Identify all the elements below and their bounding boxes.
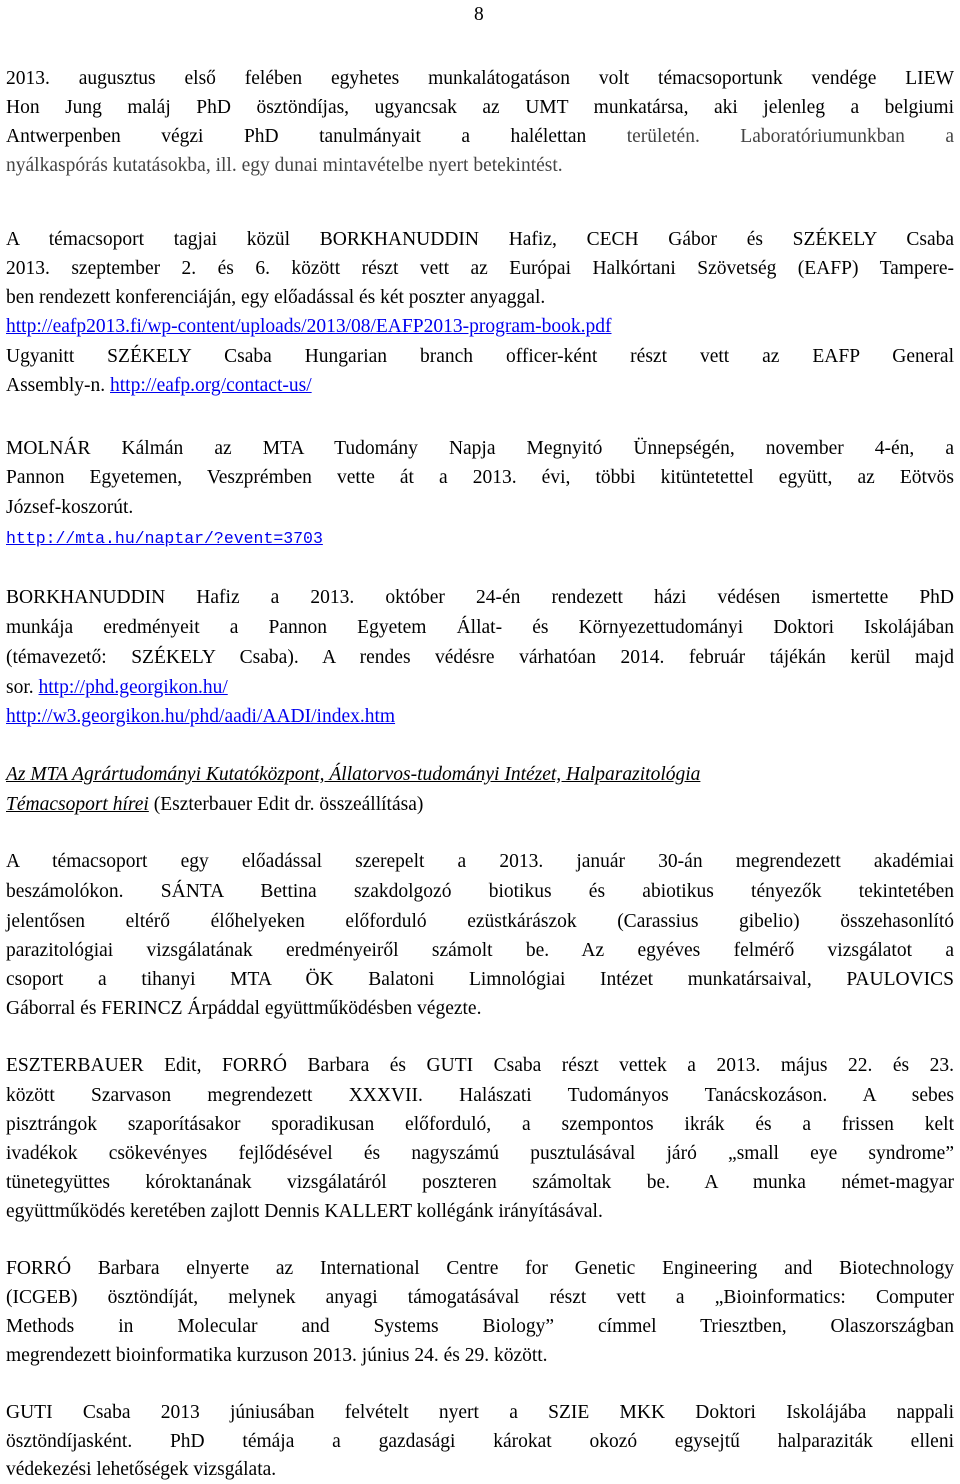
p2-line5: Ugyanitt SZÉKELY Csaba Hungarian branch officer-ként részt vett az EAFP General bbox=[6, 346, 954, 367]
p1-line3-a: Antwerpenben végzi PhD tanulmányait a halélettan bbox=[6, 126, 587, 147]
p3-line2: Pannon Egyetemen, Veszprémben vette át a 2013. évi, többi kitüntetettel együtt, az Eötvös bbox=[6, 467, 954, 488]
p6-line1: ESZTERBAUER Edit, FORRÓ Barbara és GUTI Csaba részt vettek a 2013. május 22. és 23. bbox=[6, 1055, 954, 1076]
p7-line1: FORRÓ Barbara elnyerte az International Centre for Genetic Engineering and Biotechnology bbox=[6, 1258, 954, 1279]
p1-line4-b: egy dunai mintavételbe nyert betekintést. bbox=[241, 155, 563, 176]
p4-line5 bbox=[6, 702, 395, 731]
p2-line6-text: Assembly-n. bbox=[6, 375, 106, 396]
p5-line4: parazitológiai vizsgálatának eredményeiről számolt be. Az egyéves felmérő vizsgálatot a bbox=[6, 940, 954, 961]
p7-line2: (ICGEB) ösztöndíját, melynek anyagi támogatásával részt vett a „Bioinformatics: Computer bbox=[6, 1287, 954, 1308]
p6-line3: pisztrángok szaporításakor sporadikusan előforduló, a szempontos ikrák és a frissen kelt bbox=[6, 1114, 954, 1135]
aadi-index-link[interactable]: http://w3.georgikon.hu/phd/aadi/AADI/index.htm bbox=[6, 706, 396, 727]
p4-line1: BORKHANUDDIN Hafiz a 2013. október 24-én rendezett házi védésen ismertette PhD bbox=[6, 587, 954, 608]
p7-line3: Methods in Molecular and Systems Biology” címmel Triesztben, Olaszországban bbox=[6, 1316, 954, 1337]
eafp-contact-link[interactable]: http://eafp.org/contact-us/ bbox=[110, 375, 312, 396]
p2-line1: A témacsoport tagjai közül BORKHANUDDIN Hafiz, CECH Gábor és SZÉKELY Csaba bbox=[6, 229, 954, 250]
phd-georgikon-link[interactable]: http://phd.georgikon.hu/ bbox=[38, 677, 228, 698]
p8-line3: védekezési lehetőségek vizsgálata. bbox=[6, 1459, 277, 1480]
p6-line4: ivadékok csökevényes fejlődésével és nagyszámú pusztulásával járó „small eye syndrome” bbox=[6, 1143, 954, 1164]
p4-line2: munkája eredményeit a Pannon Egyetem Állat- és Környezettudományi Doktori Iskolájában bbox=[6, 617, 954, 638]
p1-line4-a: nyálkaspórás kutatásokba, ill. bbox=[6, 155, 237, 176]
p4-line3: (témavezető: SZÉKELY Csaba). A rendes védésre várhatóan 2014. február tájékán kerül majd bbox=[6, 647, 954, 668]
section-title-italic: Témacsoport hírei bbox=[6, 794, 149, 815]
p1-line3 bbox=[6, 122, 954, 151]
p6-line6: együttműködés keretében zajlott Dennis KALLERT kollégánk irányításával. bbox=[6, 1201, 603, 1222]
p5-line3: jelentősen eltérő élőhelyeken előforduló ezüstkárászok (Carassius gibelio) összehasonlító bbox=[6, 911, 954, 932]
p2-line2: 2013. szeptember 2. és 6. között részt vett az Európai Halkórtani Szövetség (EAFP) Tampere- bbox=[6, 258, 954, 279]
section-title-line1: Az MTA Agrártudományi Kutatóközpont, Állatorvos-tudományi Intézet, Halparazitológia bbox=[6, 764, 701, 785]
p4-line4-text: sor. bbox=[6, 677, 34, 698]
page-number: 8 bbox=[474, 4, 484, 25]
p1-line1: 2013. augusztus első felében egyhetes munkalátogatáson volt témacsoportunk vendége LIEW bbox=[6, 68, 954, 89]
p6-line5: tünetegyüttes kóroktanának vizsgálatáról poszteren számoltak be. A munka német-magyar bbox=[6, 1172, 954, 1193]
p5-line5: csoport a tihanyi MTA ÖK Balatoni Limnológiai Intézet munkatársaival, PAULOVICS bbox=[6, 969, 954, 990]
p1-line2: Hon Jung maláj PhD ösztöndíjas, ugyancsak az UMT munkatársa, aki jelenleg a belgiumi bbox=[6, 97, 954, 118]
p3-line4 bbox=[6, 523, 323, 552]
p2-line3: ben rendezett konferenciáján, egy előadással és két poszter anyaggal. bbox=[6, 287, 546, 308]
p8-line2: ösztöndíjasként. PhD témája a gazdasági károkat okozó egysejtű halparaziták elleni bbox=[6, 1431, 954, 1452]
mta-event-link[interactable]: http://mta.hu/naptar/?event=3703 bbox=[6, 529, 323, 548]
p7-line4: megrendezett bioinformatika kurzuson 2013. június 24. és 29. között. bbox=[6, 1345, 548, 1366]
p2-line6 bbox=[6, 371, 312, 400]
p3-line1: MOLNÁR Kálmán az MTA Tudomány Napja Megnyitó Ünnepségén, november 4-én, a bbox=[6, 438, 954, 459]
p6-line2: között Szarvason megrendezett XXXVII. Halászati Tudományos Tanácskozáson. A sebes bbox=[6, 1085, 954, 1106]
p2-line4 bbox=[6, 312, 612, 341]
eafp2013-program-link[interactable]: http://eafp2013.fi/wp-content/uploads/2013/08/EAFP2013-program-book.pdf bbox=[6, 316, 612, 337]
p1-line3-b: területén. Laboratóriumunkban a bbox=[626, 126, 955, 147]
p8-line1: GUTI Csaba 2013 júniusában felvételt nyert a SZIE MKK Doktori Iskolájába nappali bbox=[6, 1402, 954, 1423]
p3-line3: József-koszorút. bbox=[6, 497, 134, 518]
p1-line4 bbox=[6, 151, 563, 180]
section-title-editor: (Eszterbauer Edit dr. összeállítása) bbox=[153, 794, 424, 815]
p5-line6: Gáborral és FERINCZ Árpáddal együttműködésben végezte. bbox=[6, 998, 482, 1019]
p4-line4 bbox=[6, 673, 228, 702]
p5-line1: A témacsoport egy előadással szerepelt a 2013. január 30-án megrendezett akadémiai bbox=[6, 851, 954, 872]
p5-line2: beszámolókon. SÁNTA Bettina szakdolgozó biotikus és abiotikus tényezők tekintetében bbox=[6, 881, 954, 902]
section-title-line2 bbox=[6, 790, 423, 819]
